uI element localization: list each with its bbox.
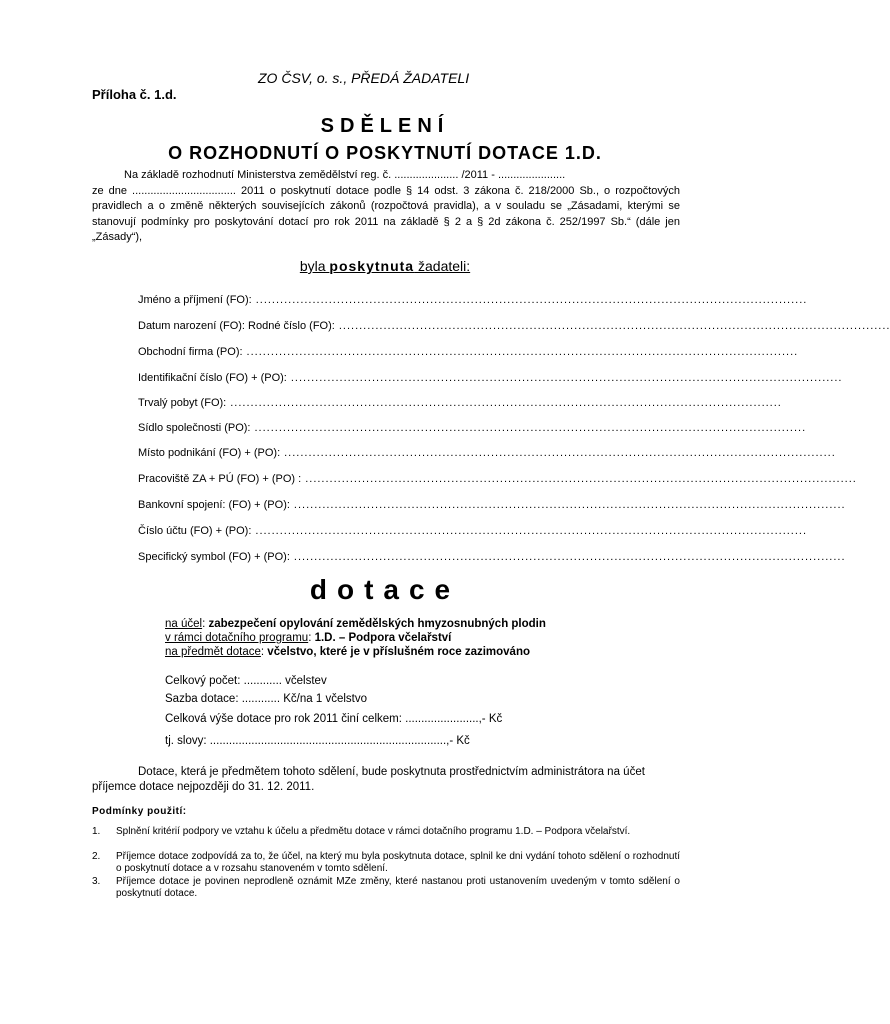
condition-item (92, 851, 680, 875)
header-recipient-note: ZO ČSV, o. s., PŘEDÁ ŽADATELI (258, 70, 470, 86)
condition-number: 3. (92, 876, 101, 887)
field-label: Trvalý pobyt (FO): (138, 397, 227, 409)
condition-item (92, 876, 680, 900)
subject-label: na předmět dotace (165, 646, 261, 658)
field-label: Jméno a příjmení (FO): (138, 294, 252, 306)
field-business-place[interactable] (138, 447, 836, 459)
field-label: Obchodní firma (PO): (138, 346, 243, 358)
field-name[interactable] (138, 294, 808, 306)
provision-paragraph (92, 765, 680, 795)
fill-line: ........................................................................................................................................ (254, 422, 807, 434)
granted-heading (0, 258, 770, 274)
condition-text: Příjemce dotace zodpovídá za to, že účel, na který mu byla poskytnuta dotace, splnil ke dni vydání tohoto sdělení o rozhodnutí o poskytnutí dotace a v rozsahu stanoveném v tomto sdělení. (116, 851, 680, 874)
program-line: v rámci dotačního programu: 1.D. – Podpora včelařství (165, 632, 452, 644)
rate-line[interactable]: Sazba dotace: ............ Kč/na 1 včelstvo (165, 693, 367, 705)
purpose-label: na účel (165, 618, 203, 630)
intro-line-1: Na základě rozhodnutí Ministerstva zemědělství reg. č. ..................... /2011 - ...................... (124, 169, 566, 181)
condition-item (92, 826, 680, 838)
field-company-name[interactable] (138, 346, 799, 358)
field-label: Datum narození (FO): Rodné číslo (FO): (138, 320, 335, 332)
fill-line: ........................................................................................................................................ (293, 499, 846, 511)
dotace-heading: dotace (309, 574, 461, 605)
fill-line: ........................................................................................................................................ (246, 346, 799, 358)
field-workplace[interactable] (138, 473, 857, 485)
program-label: v rámci dotačního programu (165, 632, 309, 644)
intro-paragraph (92, 168, 680, 246)
provision-text: Dotace, která je předmětem tohoto sdělení, bude poskytnuta prostřednictvím administrátora na účet příjemce dotace nejpozději do 31. 12. 2011. (92, 766, 645, 793)
conditions-title: Podmínky použití: (92, 806, 187, 817)
field-label: Bankovní spojení: (FO) + (PO): (138, 499, 290, 511)
program-value: 1.D. – Podpora včelařství (314, 632, 452, 644)
fill-line: ........................................................................................................................................ (255, 525, 808, 537)
fill-line: ........................................................................................................................................ (338, 320, 890, 332)
field-label: Pracoviště ZA + PÚ (FO) + (PO) : (138, 473, 302, 485)
fill-line: ........................................................................................................................................ (290, 372, 843, 384)
purpose-line: na účel: zabezpečení opylování zemědělských hmyzosnubných plodin (165, 618, 546, 630)
purpose-value: zabezpečení opylování zemědělských hmyzosnubných plodin (208, 618, 546, 630)
condition-number: 2. (92, 851, 101, 862)
fill-line: ........................................................................................................................................ (230, 397, 782, 409)
field-residence[interactable] (138, 397, 782, 409)
annex-label: Příloha č. 1.d. (92, 87, 177, 102)
fill-line: ........................................................................................................................................ (305, 473, 857, 485)
granted-bold: poskytnuta (329, 258, 415, 274)
field-label: Místo podnikání (FO) + (PO): (138, 447, 281, 459)
amount-in-words-line[interactable]: tj. slovy: ..........................................................................,- Kč (165, 735, 470, 747)
field-label: Číslo účtu (FO) + (PO): (138, 525, 252, 537)
field-account-number[interactable] (138, 525, 808, 537)
granted-suffix: žadateli: (418, 258, 471, 274)
fill-line: ........................................................................................................................................ (284, 447, 836, 459)
condition-number: 1. (92, 826, 101, 837)
document-subtitle: O ROZHODNUTÍ O POSKYTNUTÍ DOTACE 1.D. (168, 143, 602, 163)
field-registered-office[interactable] (138, 422, 807, 434)
field-label: Specifický symbol (FO) + (PO): (138, 551, 290, 563)
granted-prefix: byla (299, 258, 326, 274)
fill-line: ........................................................................................................................................ (293, 551, 846, 563)
document-title: SDĚLENÍ (320, 115, 450, 137)
field-bank[interactable] (138, 499, 846, 511)
field-label: Sídlo společnosti (PO): (138, 422, 251, 434)
subject-line: na předmět dotace: včelstvo, které je v příslušném roce zazimováno (165, 646, 530, 658)
field-label: Identifikační číslo (FO) + (PO): (138, 372, 287, 384)
condition-text: Příjemce dotace je povinen neprodleně oznámit MZe změny, které nastanou proti ustanovením uvedeným v tomto sdělení o poskytnutí dotace. (116, 876, 680, 899)
field-birth-date[interactable] (138, 320, 890, 332)
subject-value: včelstvo, které je v příslušném roce zazimováno (267, 646, 530, 658)
total-amount-line[interactable]: Celková výše dotace pro rok 2011 činí celkem: .......................,- Kč (165, 713, 503, 725)
fill-line: ........................................................................................................................................ (255, 294, 808, 306)
field-specific-symbol[interactable] (138, 551, 846, 563)
condition-text: Splnění kritérií podpory ve vztahu k účelu a předmětu dotace v rámci dotačního programu 1.D. – Podpora včelařství. (116, 826, 631, 837)
total-count-line[interactable]: Celkový počet: ............ včelstev (165, 675, 327, 687)
field-id-number[interactable] (138, 372, 843, 384)
intro-rest: ze dne .................................. 2011 o poskytnutí dotace podle § 14 odst. 3 zákona č. 218/2000 Sb., o rozpočtových pravidlech a o změně některých souvisejících zákonů (rozpočtová pravidla), a v souladu se „Zásadami, kterými se stanovují podmínky pro poskytování dotací pro rok 2011 na základě § 2 a § 2d zákona č. 252/1997 Sb.“ (dále jen „Zásady“), (92, 184, 680, 244)
